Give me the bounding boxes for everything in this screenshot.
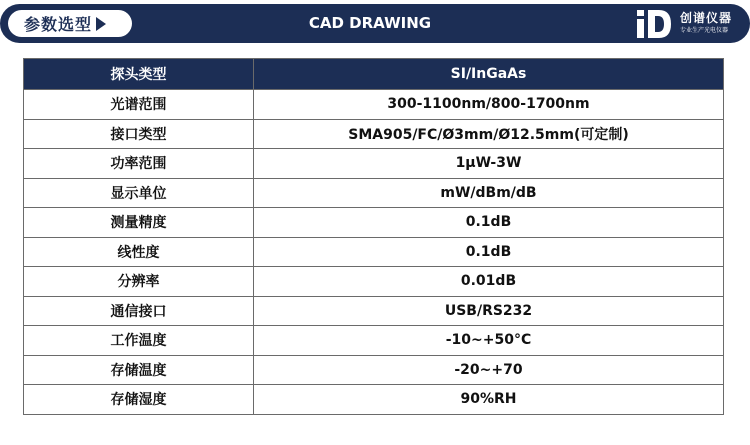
table-header-label: 探头类型 <box>24 59 254 90</box>
table-row <box>24 385 724 415</box>
row-value: mW/dBm/dB <box>254 178 724 208</box>
row-value: -20~+70 <box>254 355 724 385</box>
row-label: 线性度 <box>24 237 254 267</box>
table-row <box>24 208 724 238</box>
table-row <box>24 326 724 356</box>
row-label: 光谱范围 <box>24 90 254 120</box>
row-value: USB/RS232 <box>254 296 724 326</box>
row-label: 接口类型 <box>24 119 254 149</box>
header-bar <box>0 4 750 43</box>
table-row <box>24 355 724 385</box>
row-label: 存储湿度 <box>24 385 254 415</box>
brand-logo-icon <box>635 8 675 40</box>
brand-logo-text <box>680 10 748 35</box>
table-row <box>24 296 724 326</box>
brand-slogan: 专业生产光电仪器 <box>680 27 729 34</box>
table-row <box>24 90 724 120</box>
page-title: CAD DRAWING <box>308 14 432 32</box>
row-value: 0.1dB <box>254 208 724 238</box>
play-arrow-icon <box>96 17 106 31</box>
row-label: 通信接口 <box>24 296 254 326</box>
row-value: 1μW-3W <box>254 149 724 179</box>
row-value: -10~+50°C <box>254 326 724 356</box>
table-header-row <box>24 59 724 90</box>
row-value: 300-1100nm/800-1700nm <box>254 90 724 120</box>
spec-table <box>23 58 724 415</box>
table-row <box>24 267 724 297</box>
row-label: 测量精度 <box>24 208 254 238</box>
row-label: 显示单位 <box>24 178 254 208</box>
row-label: 工作温度 <box>24 326 254 356</box>
brand-name: 创谱仪器 <box>680 11 733 25</box>
row-value: 0.1dB <box>254 237 724 267</box>
row-label: 分辨率 <box>24 267 254 297</box>
row-value: 90%RH <box>254 385 724 415</box>
table-row <box>24 237 724 267</box>
row-label: 功率范围 <box>24 149 254 179</box>
section-tab-label: 参数选型 <box>24 15 93 34</box>
table-row <box>24 178 724 208</box>
row-value: 0.01dB <box>254 267 724 297</box>
row-label: 存储温度 <box>24 355 254 385</box>
table-header-value: SI/InGaAs <box>254 59 724 90</box>
table-row <box>24 149 724 179</box>
section-tab <box>8 10 132 37</box>
row-value: SMA905/FC/Ø3mm/Ø12.5mm(可定制) <box>254 119 724 149</box>
table-row <box>24 119 724 149</box>
